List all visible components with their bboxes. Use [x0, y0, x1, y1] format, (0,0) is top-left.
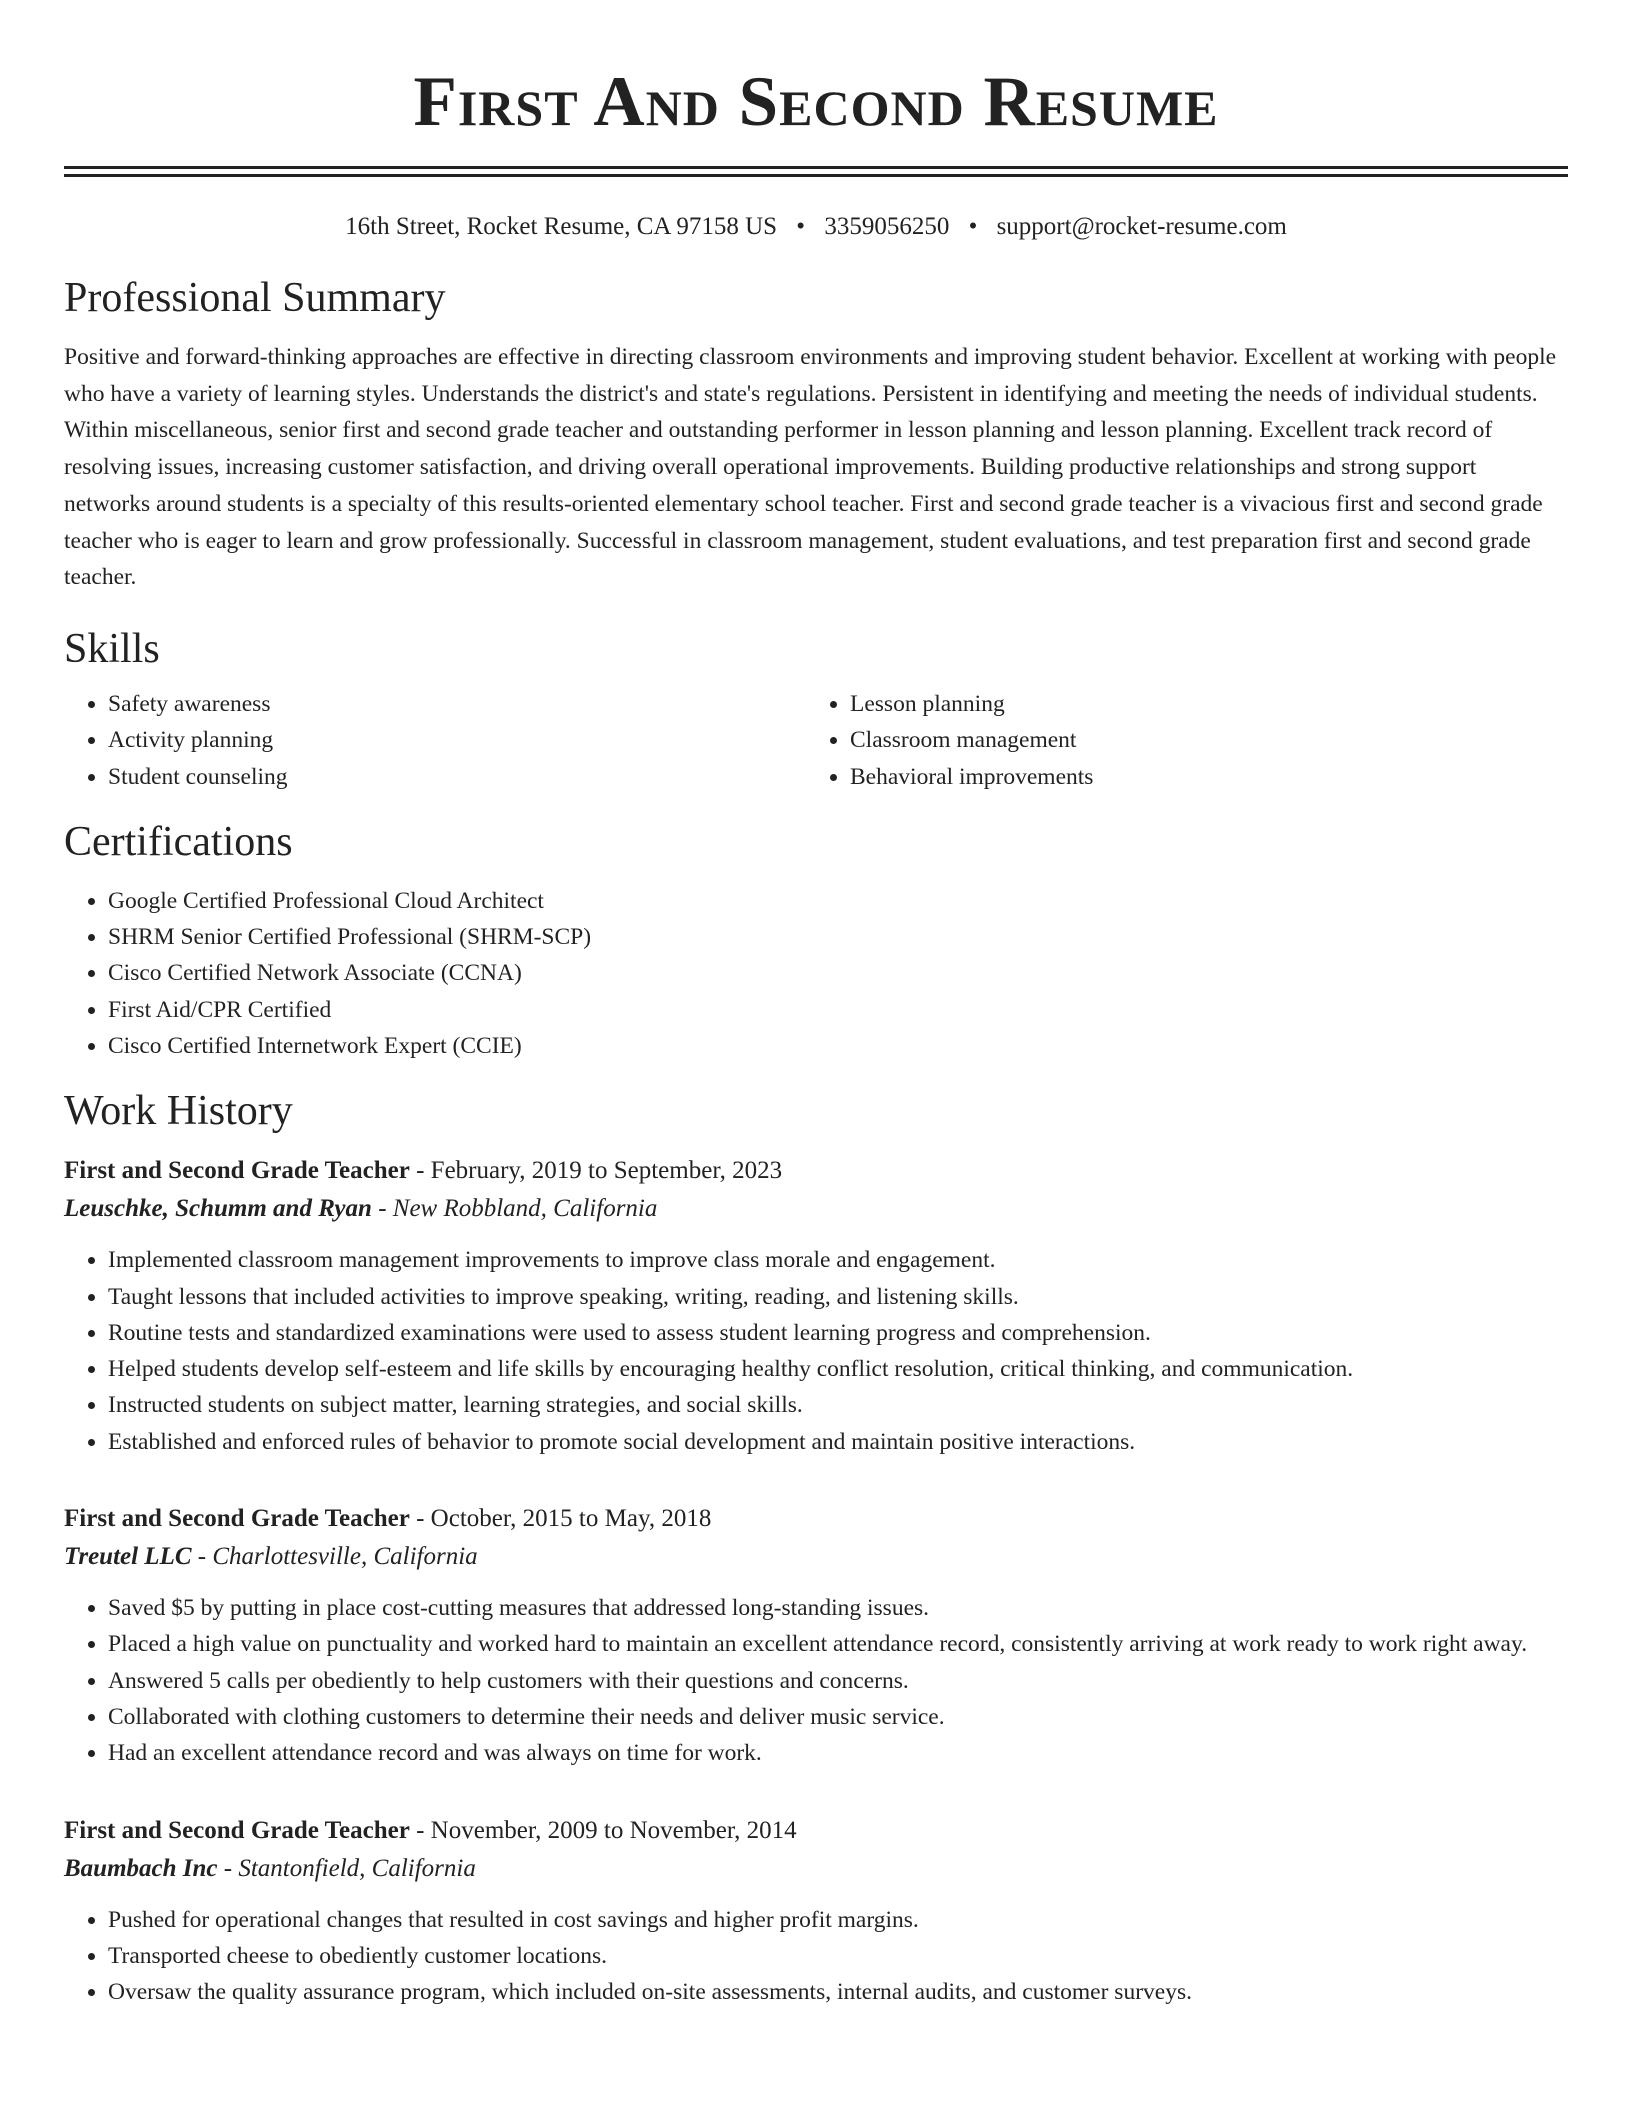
skills-column-left — [64, 686, 806, 795]
job-bullet: • Oversaw the quality assurance program, which included on-site assessments, internal audits, and customer surveys. — [108, 1974, 1568, 2010]
summary-heading: Professional Summary — [64, 275, 446, 321]
contact-separator: • — [796, 213, 806, 240]
job-bullet: • Pushed for operational changes that resulted in cost savings and higher profit margins. — [108, 1902, 1568, 1938]
job-employer — [64, 1850, 1568, 1888]
contact-line — [64, 211, 1568, 243]
job-location: - Stantonfield, California — [217, 1854, 476, 1882]
job-dates: - October, 2015 to May, 2018 — [409, 1505, 712, 1533]
job-entry — [64, 1500, 1568, 1771]
job-location: - Charlottesville, California — [191, 1543, 478, 1571]
job-entry — [64, 1812, 1568, 2011]
job-company: Treutel LLC — [64, 1543, 192, 1571]
job-header — [64, 1152, 1568, 1190]
contact-phone: 3359056250 — [824, 213, 950, 240]
summary-text: Positive and forward-thinking approaches are effective in directing classroom environments and improving student behavior. Excellent at working with people who have a variety of learning styles. Understands the district's and state's regulations. Persistent in identifying and meeting the needs of individual students. Within miscellaneous, senior first and second grade teacher and outstanding performer in lesson planning and lesson planning. Excellent track record of resolving issues, increasing customer satisfaction, and driving overall operational improvements. Building productive relationships and strong support networks around students is a specialty of this results-oriented elementary school teacher. First and second grade teacher is a vivacious first and second grade teacher who is eager to learn and grow professionally. Successful in classroom management, student evaluations, and test preparation first and second grade teacher. — [64, 344, 1557, 591]
contact-address: 16th Street, Rocket Resume, CA 97158 US — [345, 213, 778, 240]
skills-list-right — [806, 686, 1548, 795]
contact-email: support@rocket-resume.com — [996, 213, 1287, 240]
job-title: First and Second Grade Teacher — [64, 1505, 410, 1533]
job-bullet: • Established and enforced rules of behavior to promote social development and maintain positive interactions. — [108, 1424, 1568, 1460]
resume-title: First And Second Resume — [413, 63, 1219, 141]
skills-heading: Skills — [64, 625, 160, 672]
title-double-rule — [64, 166, 1568, 177]
job-employer — [64, 1190, 1568, 1228]
job-bullets — [64, 1590, 1568, 1771]
job-bullet: • Transported cheese to obediently customer locations. — [108, 1938, 1568, 1974]
skill-item: • Lesson planning — [850, 686, 1548, 722]
skills-grid — [64, 686, 1568, 795]
skill-item: • Activity planning — [108, 722, 806, 758]
job-bullet: • Collaborated with clothing customers to determine their needs and deliver music service. — [108, 1699, 1568, 1735]
skill-item: • Classroom management — [850, 722, 1548, 758]
contact-separator: • — [968, 213, 978, 240]
job-bullets — [64, 1242, 1568, 1460]
work-history-section — [64, 1086, 1568, 2010]
certifications-list — [64, 883, 1568, 1064]
job-bullet: • Saved $5 by putting in place cost-cutting measures that addressed long-standing issues. — [108, 1590, 1568, 1626]
job-title: First and Second Grade Teacher — [64, 1157, 410, 1185]
certification-item: • Cisco Certified Internetwork Expert (CCIE) — [108, 1028, 1568, 1064]
certification-item: • Cisco Certified Network Associate (CCNA) — [108, 955, 1568, 991]
skill-item: • Safety awareness — [108, 686, 806, 722]
summary-section — [64, 273, 1568, 596]
job-title: First and Second Grade Teacher — [64, 1816, 410, 1844]
job-employer — [64, 1538, 1568, 1576]
job-bullets — [64, 1902, 1568, 2011]
job-bullet: • Implemented classroom management improvements to improve class morale and engagement. — [108, 1242, 1568, 1278]
skill-item: • Student counseling — [108, 759, 806, 795]
job-dates: - February, 2019 to September, 2023 — [409, 1157, 783, 1185]
job-header — [64, 1500, 1568, 1538]
job-bullet: • Routine tests and standardized examinations were used to assess student learning progress and comprehension. — [108, 1315, 1568, 1351]
certification-item: • First Aid/CPR Certified — [108, 992, 1568, 1028]
job-bullet: • Placed a high value on punctuality and worked hard to maintain an excellent attendance record, consistently arriving at work ready to work right away. — [108, 1626, 1568, 1662]
skills-section — [64, 624, 1568, 795]
job-bullet: • Instructed students on subject matter, learning strategies, and social skills. — [108, 1387, 1568, 1423]
job-bullet: • Taught lessons that included activities to improve speaking, writing, reading, and listening skills. — [108, 1279, 1568, 1315]
skill-item: • Behavioral improvements — [850, 759, 1548, 795]
job-company: Leuschke, Schumm and Ryan — [64, 1195, 372, 1223]
job-header — [64, 1812, 1568, 1850]
certification-item: • Google Certified Professional Cloud Architect — [108, 883, 1568, 919]
job-bullet: • Helped students develop self-esteem and life skills by encouraging healthy conflict resolution, critical thinking, and communication. — [108, 1351, 1568, 1387]
job-location: - New Robbland, California — [371, 1195, 658, 1223]
job-dates: - November, 2009 to November, 2014 — [409, 1816, 797, 1844]
work-history-heading: Work History — [64, 1088, 293, 1135]
skills-list-left — [64, 686, 806, 795]
job-entry — [64, 1152, 1568, 1460]
job-bullet: • Answered 5 calls per obediently to help customers with their questions and concerns. — [108, 1663, 1568, 1699]
job-company: Baumbach Inc — [64, 1854, 218, 1882]
certifications-section — [64, 817, 1568, 1064]
skills-column-right — [806, 686, 1548, 795]
certification-item: • SHRM Senior Certified Professional (SHRM-SCP) — [108, 919, 1568, 955]
job-bullet: • Had an excellent attendance record and was always on time for work. — [108, 1735, 1568, 1771]
certifications-heading: Certifications — [64, 818, 293, 865]
